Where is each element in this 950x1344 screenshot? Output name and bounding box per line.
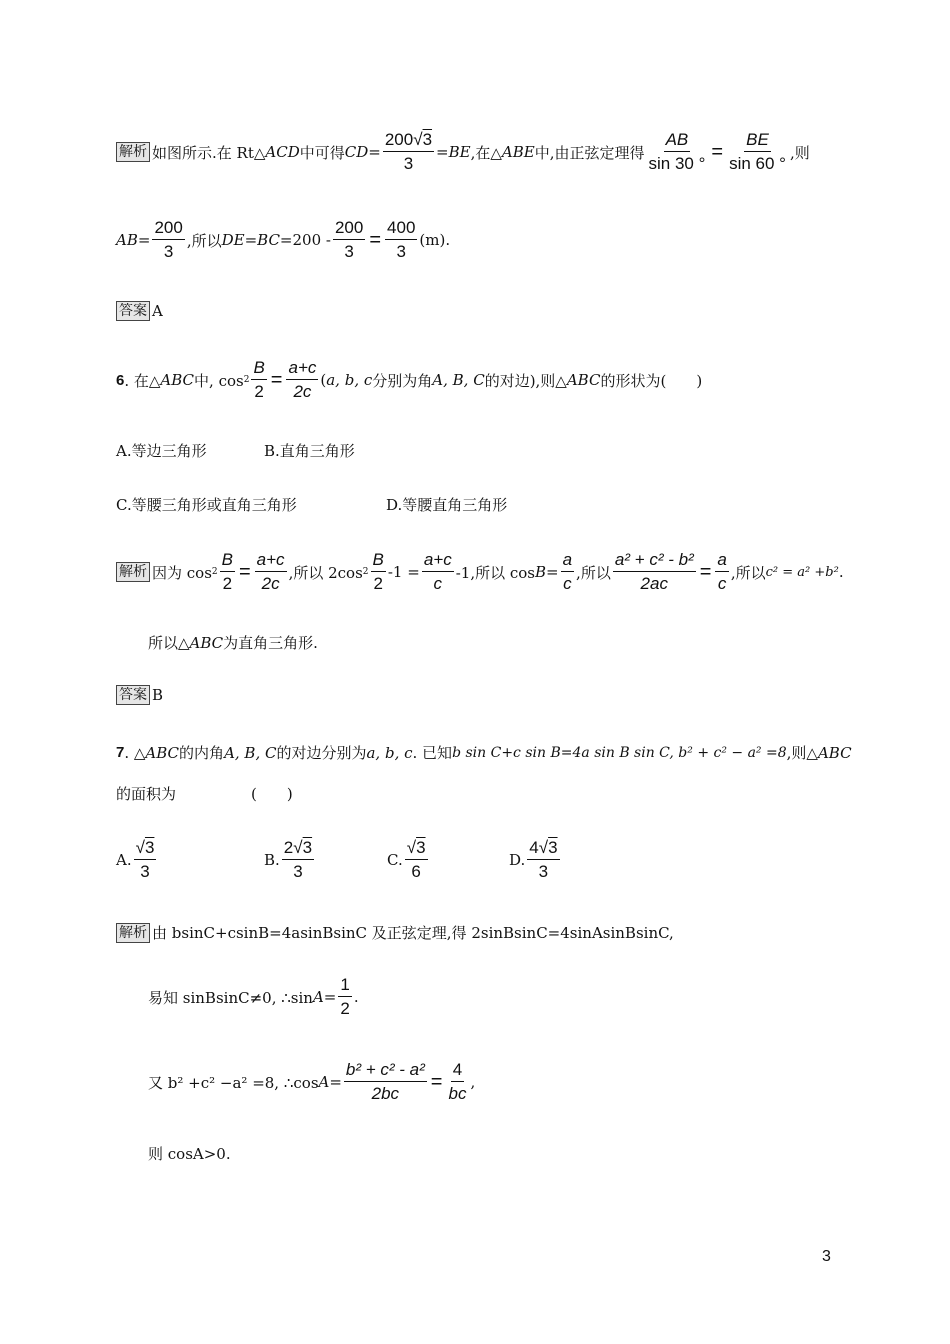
fraction: [371, 550, 386, 594]
text: -1,所以 cos: [455, 563, 535, 582]
text: ,则△: [786, 744, 818, 762]
text: ABE: [501, 143, 535, 161]
radical: √3: [135, 838, 155, 857]
analysis-tag: 解析: [116, 142, 150, 162]
fraction-numerator: 400: [385, 218, 417, 240]
text: C.: [387, 851, 403, 869]
text: 2: [283, 838, 294, 857]
q6-options-row-1: [116, 440, 355, 461]
fraction-denominator: bc: [448, 1084, 467, 1103]
fraction: [286, 358, 318, 402]
fraction-numerator: AB: [664, 130, 691, 152]
fraction-numerator: B: [251, 358, 266, 380]
equals: =: [711, 140, 724, 163]
radicand: 3: [548, 838, 558, 857]
fraction: [527, 838, 559, 882]
analysis-tag: 解析: [116, 923, 150, 943]
solution-7-line-1: [116, 922, 674, 943]
radicand: 3: [416, 838, 426, 857]
text: .: [353, 988, 359, 1006]
radicand: 3: [422, 130, 433, 149]
text: ABC: [160, 371, 195, 389]
question-7-line-2: [116, 783, 293, 804]
equals: =: [270, 368, 283, 391]
option-d: D.等腰直角三角形: [386, 496, 508, 514]
text: . 已知: [412, 744, 453, 762]
text: =BE: [436, 143, 471, 161]
equals: =: [699, 560, 712, 583]
text: A, B, C: [432, 371, 485, 389]
fraction: [344, 1060, 427, 1104]
fraction-numerator: 4: [451, 1060, 464, 1082]
fraction-numerator: 200: [333, 218, 365, 240]
text: ,则: [789, 143, 810, 162]
text: (: [320, 371, 327, 389]
question-number: 7: [116, 744, 125, 761]
fraction-denominator: c: [717, 574, 727, 593]
radical: √3: [293, 838, 313, 857]
fraction: [152, 218, 184, 262]
text: 的内角: [179, 744, 225, 762]
option-a: [116, 838, 264, 882]
fraction-denominator: 3: [403, 154, 414, 173]
fraction: [383, 130, 434, 174]
solution-6: [116, 550, 844, 594]
text: a, b, c: [326, 371, 373, 389]
text: 200 -: [292, 231, 331, 249]
option-d: [509, 838, 562, 882]
fraction-numerator: BE: [744, 130, 771, 152]
text: D.: [509, 851, 526, 869]
fraction: [446, 1060, 468, 1104]
text: 分别为角: [372, 371, 433, 390]
fraction: [561, 550, 574, 594]
fraction-denominator: 3: [293, 862, 303, 881]
solution-6-conclusion: [148, 632, 318, 653]
answer-value: B: [152, 686, 164, 704]
fraction: [727, 130, 788, 174]
question-number: 6: [116, 371, 125, 389]
text: 如图所示.在 Rt△: [152, 143, 266, 162]
text: 因为 cos: [152, 563, 212, 582]
text: ABC: [566, 371, 601, 389]
solution-7-line-2: [148, 975, 359, 1019]
fraction-denominator: 2: [254, 382, 264, 401]
answer-tag: 答案: [116, 685, 150, 705]
equals: =: [238, 560, 251, 583]
fraction-numerator: B: [220, 550, 235, 572]
option-b: [264, 838, 387, 882]
text: ACD: [265, 143, 300, 161]
fraction: [715, 550, 728, 594]
text: B.: [264, 851, 280, 869]
answer-value: A: [152, 302, 163, 320]
option-b: B.直角三角形: [264, 442, 355, 460]
text: 中, cos: [194, 371, 244, 390]
superscript: 2: [362, 567, 369, 577]
radical: √3: [538, 838, 558, 857]
fraction-denominator: 3: [344, 242, 354, 261]
text: 由 bsinC+csinB=4asinBsinC 及正弦定理,得 2sinBsinC=4sinAsinBsinC,: [152, 924, 674, 942]
fraction-denominator: 2bc: [371, 1084, 400, 1103]
q7-options: [116, 838, 562, 882]
solution-line-1: [116, 130, 810, 174]
text: 的面积为 ( ): [116, 785, 293, 803]
fraction-denominator: 2c: [293, 382, 312, 401]
text: DE=BC=: [221, 231, 293, 249]
text: . △: [124, 743, 146, 762]
superscript: 2: [243, 375, 250, 385]
equals: =: [430, 1070, 443, 1093]
fraction: [385, 218, 417, 262]
fraction-denominator: 3: [163, 242, 174, 261]
fraction-numerator: a: [715, 550, 728, 572]
text: ,: [470, 1073, 476, 1091]
fraction-denominator: 2: [340, 999, 350, 1018]
fraction: [220, 550, 235, 594]
fraction: [255, 550, 287, 594]
text: 4: [529, 838, 539, 857]
fraction-denominator: 3: [396, 242, 406, 261]
fraction-numerator: 200: [384, 130, 414, 149]
fraction: [338, 975, 351, 1019]
text: a, b, c: [366, 743, 413, 762]
q6-options-row-2: [116, 494, 507, 515]
option-a: A.等边三角形: [116, 442, 207, 460]
fraction-denominator: 2: [222, 574, 233, 593]
text: .: [838, 563, 844, 581]
fraction: [422, 550, 454, 594]
text: ABC: [817, 743, 852, 762]
text: c² = a² +b²: [765, 564, 839, 580]
fraction-numerator: 200: [152, 218, 184, 240]
text: A=: [318, 1073, 342, 1091]
text: 易知 sinBsinC≠0, ∴sin: [148, 988, 313, 1007]
fraction-numerator: a: [561, 550, 574, 572]
radicand: 3: [144, 838, 155, 857]
text: 的形状为( ): [600, 371, 703, 390]
question-6: [116, 358, 702, 402]
text: ABC: [189, 633, 224, 652]
text: B=: [534, 563, 559, 581]
fraction-denominator: c: [563, 574, 572, 593]
text: A, B, C: [224, 743, 277, 762]
fraction-denominator: sin 30 °: [648, 154, 706, 173]
text: 的对边分别为: [276, 744, 367, 762]
solution-line-2: [116, 218, 450, 262]
fraction-numerator: 1: [338, 975, 351, 997]
equals: =: [369, 228, 382, 251]
text: 所以△: [148, 634, 190, 652]
question-7: [116, 742, 852, 763]
option-c: C.等腰三角形或直角三角形: [116, 496, 297, 514]
text: AB=: [116, 231, 151, 249]
fraction: [282, 838, 314, 882]
radical: √3: [406, 838, 426, 857]
text: 的对边),则△: [484, 371, 567, 390]
fraction: [333, 218, 365, 262]
fraction: [134, 838, 157, 882]
fraction-numerator: a+c: [255, 550, 287, 572]
text: 中,由正弦定理得: [534, 143, 645, 162]
radical: √3: [413, 130, 433, 149]
fraction: [613, 550, 696, 594]
text: . 在△: [124, 371, 161, 390]
text: 为直角三角形.: [223, 634, 318, 652]
fraction: [405, 838, 428, 882]
fraction-numerator: a² + c² - b²: [613, 550, 696, 572]
solution-7-line-3: [148, 1060, 475, 1104]
fraction-numerator: B: [371, 550, 386, 572]
fraction-denominator: 6: [411, 862, 421, 881]
text: ,所以: [730, 563, 766, 582]
text: ,所以: [186, 231, 222, 250]
fraction-denominator: 2c: [261, 574, 280, 593]
analysis-tag: 解析: [116, 562, 150, 582]
answer-line-2: [116, 685, 163, 705]
text: ,所以: [576, 563, 611, 582]
option-c: [387, 838, 509, 882]
fraction-denominator: sin 60 °: [729, 154, 786, 173]
text: A=: [312, 988, 337, 1006]
text: ,在△: [470, 143, 502, 162]
superscript: 2: [211, 567, 218, 577]
text: ,所以 2cos: [288, 563, 363, 582]
text: ABC: [145, 743, 180, 762]
text: b sin C+c sin B=4a sin B sin C, b² + c² − a² =8: [452, 744, 787, 761]
answer-tag: 答案: [116, 301, 150, 321]
page-number: 3: [822, 1248, 831, 1265]
fraction-numerator: a+c: [422, 550, 454, 572]
text: A.: [116, 851, 132, 869]
radicand: 3: [302, 838, 313, 857]
text: 则 cosA>0.: [148, 1145, 231, 1163]
fraction-denominator: 3: [140, 862, 150, 881]
fraction-denominator: 3: [538, 862, 549, 881]
text: (m).: [419, 231, 451, 249]
text: -1 =: [387, 563, 420, 581]
fraction-denominator: 2ac: [640, 574, 668, 593]
text: 中可得: [299, 143, 345, 162]
answer-line-1: [116, 301, 163, 321]
text: CD=: [344, 143, 381, 161]
solution-7-line-4: [148, 1143, 231, 1164]
fraction: [251, 358, 266, 402]
fraction-denominator: 2: [373, 574, 383, 593]
fraction-numerator: b² + c² - a²: [344, 1060, 427, 1082]
fraction: [646, 130, 707, 174]
fraction-denominator: c: [433, 574, 442, 593]
text: 又 b² +c² −a² =8, ∴cos: [148, 1073, 319, 1092]
fraction-numerator: a+c: [286, 358, 318, 380]
